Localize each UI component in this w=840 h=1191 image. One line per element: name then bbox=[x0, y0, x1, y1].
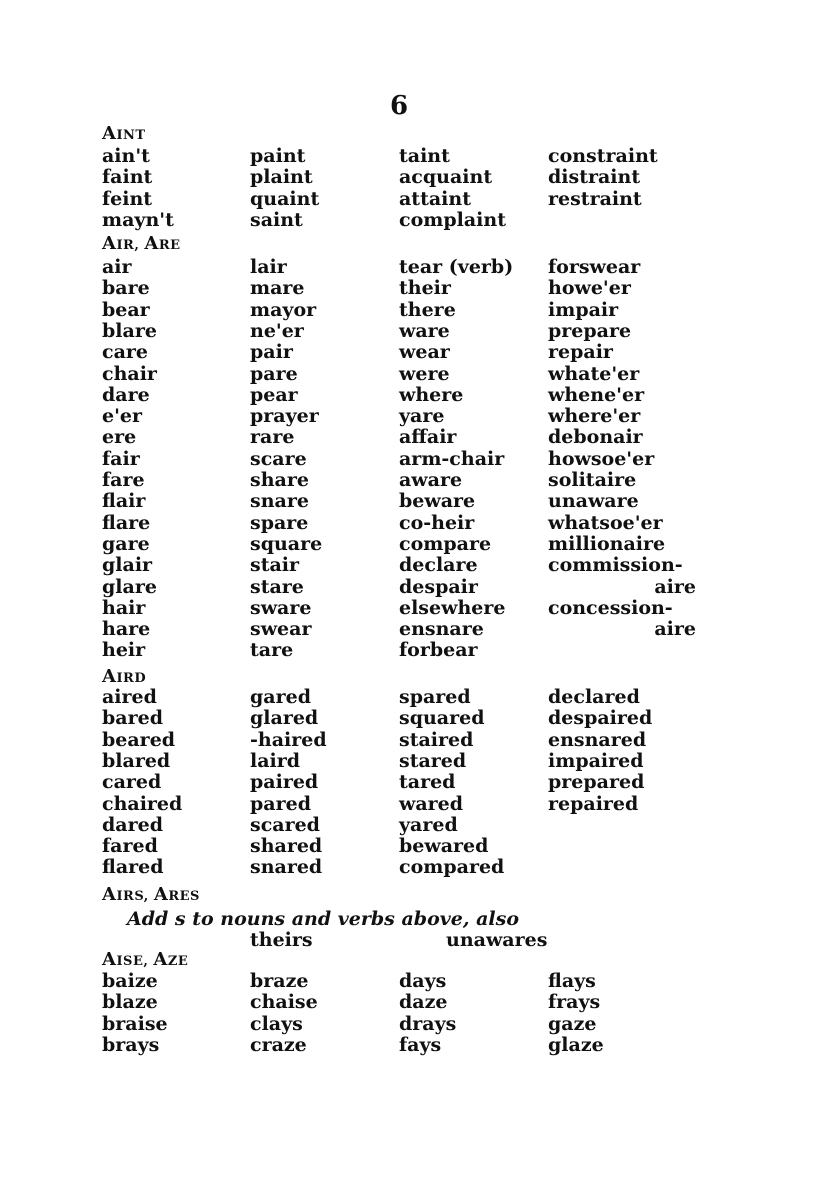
rhyme-word: braze bbox=[250, 970, 309, 992]
rhyme-word: tare bbox=[250, 639, 294, 662]
section-heading-aise-aze: AISE, AZE bbox=[102, 949, 189, 970]
word-row bbox=[0, 992, 840, 1013]
word-row bbox=[0, 146, 840, 167]
rhyme-word: forbear bbox=[399, 639, 478, 662]
rhyme-word: prayer bbox=[250, 405, 319, 428]
section-heading-aint: AINT bbox=[102, 123, 146, 144]
rhyme-word: wear bbox=[399, 341, 450, 364]
rhyme-word: square bbox=[250, 532, 323, 555]
rhyme-word: air bbox=[102, 256, 132, 278]
rhyme-word: flays bbox=[548, 970, 596, 992]
rhyme-word: yare bbox=[399, 405, 445, 428]
rhyme-word: forswear bbox=[548, 256, 641, 278]
rhyme-word: ne'er bbox=[250, 319, 304, 342]
rhyme-word: fared bbox=[102, 835, 158, 858]
rhyme-word: prepared bbox=[548, 771, 645, 794]
section-heading-aird: AIRD bbox=[102, 666, 147, 687]
word-row bbox=[0, 534, 840, 555]
rhyme-word: bewared bbox=[399, 835, 489, 858]
rhyme-word: impaired bbox=[548, 749, 644, 772]
rhyme-word: lair bbox=[250, 256, 287, 278]
word-row bbox=[0, 815, 840, 836]
word-row bbox=[0, 491, 840, 512]
rhyme-word: stair bbox=[250, 554, 300, 577]
rhyme-word: gaze bbox=[548, 1012, 597, 1035]
rhyme-word: squared bbox=[399, 707, 485, 730]
rhyme-word: gared bbox=[250, 686, 311, 708]
rhyme-word: staired bbox=[399, 728, 474, 751]
rhyme-word: bared bbox=[102, 707, 163, 730]
word-row bbox=[0, 427, 840, 448]
rhyme-word: debonair bbox=[548, 426, 643, 449]
rhyme-word: beware bbox=[399, 490, 476, 513]
rhyme-word: unaware bbox=[548, 490, 639, 513]
rhyme-word: there bbox=[399, 298, 456, 321]
section-heading-air-are: AIR, ARE bbox=[102, 233, 181, 254]
rhyme-word: share bbox=[250, 469, 309, 491]
word-row bbox=[0, 794, 840, 815]
page-number: 6 bbox=[390, 91, 409, 121]
rhyme-word: howsoe'er bbox=[548, 447, 655, 470]
rhyme-word: ensnared bbox=[548, 728, 647, 751]
rhyme-word: baize bbox=[102, 970, 158, 992]
section-heading-airs-ares: AIRS, ARES bbox=[102, 884, 200, 905]
section-note: Add s to nouns and verbs above, also bbox=[127, 908, 520, 930]
rhyme-word: mare bbox=[250, 277, 305, 300]
rhyme-word: whene'er bbox=[548, 383, 645, 406]
rhyme-word: scared bbox=[250, 813, 320, 836]
rhyme-word: distraint bbox=[548, 166, 641, 189]
word-row bbox=[0, 857, 840, 878]
rhyme-word: spared bbox=[399, 686, 471, 708]
word-row bbox=[0, 278, 840, 299]
rhyme-word: declared bbox=[548, 686, 640, 708]
word-continuation: aire bbox=[654, 618, 696, 641]
rhyme-word: hare bbox=[102, 618, 151, 641]
word-row bbox=[0, 640, 840, 661]
rhyme-word: were bbox=[399, 362, 450, 385]
rhyme-word: complaint bbox=[399, 208, 506, 231]
rhyme-word: compare bbox=[399, 532, 492, 555]
rhyme-word: concession- bbox=[548, 596, 673, 619]
word-row bbox=[0, 836, 840, 857]
word-row bbox=[0, 167, 840, 188]
rhyme-word: where'er bbox=[548, 405, 641, 428]
rhyme-word: bare bbox=[102, 277, 150, 300]
rhyme-word: tear (verb) bbox=[399, 256, 514, 278]
rhyme-word: snare bbox=[250, 490, 309, 513]
word-row bbox=[0, 189, 840, 210]
rhyme-word: shared bbox=[250, 835, 323, 858]
rhyme-word: flare bbox=[102, 511, 151, 534]
rhyme-word: chaise bbox=[250, 991, 318, 1014]
rhyme-word: mayn't bbox=[102, 208, 174, 231]
rhyme-word: repair bbox=[548, 341, 613, 364]
word-row bbox=[0, 470, 840, 491]
word-row bbox=[0, 342, 840, 363]
rhyme-word: affair bbox=[399, 426, 457, 449]
rhyme-word: drays bbox=[399, 1012, 457, 1035]
rhyme-word: pair bbox=[250, 341, 293, 364]
rhyme-word: ain't bbox=[102, 145, 150, 167]
rhyme-word: craze bbox=[250, 1033, 307, 1056]
rhyme-word: stare bbox=[250, 575, 304, 598]
rhyme-word: yared bbox=[399, 813, 458, 836]
extra-word: theirs bbox=[250, 929, 313, 951]
rhyme-word: bear bbox=[102, 298, 150, 321]
rhyme-word: where bbox=[399, 383, 464, 406]
word-row bbox=[0, 385, 840, 406]
word-row bbox=[0, 687, 840, 708]
rhyme-word: ware bbox=[399, 319, 450, 342]
word-row bbox=[0, 772, 840, 793]
rhyme-word: pare bbox=[250, 362, 298, 385]
rhyme-word: clays bbox=[250, 1012, 303, 1035]
rhyme-word: dared bbox=[102, 813, 163, 836]
rhyme-word: stared bbox=[399, 749, 467, 772]
rhyme-word: howe'er bbox=[548, 277, 631, 300]
rhyme-word: aware bbox=[399, 469, 463, 491]
word-row bbox=[0, 210, 840, 231]
word-row bbox=[0, 577, 840, 598]
word-continuation: aire bbox=[654, 575, 696, 598]
rhyme-word: millionaire bbox=[548, 532, 666, 555]
rhyme-word: cared bbox=[102, 771, 162, 794]
rhyme-word: restraint bbox=[548, 187, 642, 210]
rhyme-word: ere bbox=[102, 426, 137, 449]
rhyme-word: declare bbox=[399, 554, 478, 577]
rhyme-word: co-heir bbox=[399, 511, 475, 534]
word-row bbox=[0, 751, 840, 772]
rhyme-word: mayor bbox=[250, 298, 317, 321]
rhyme-word: glair bbox=[102, 554, 153, 577]
rhyme-word: paired bbox=[250, 771, 319, 794]
rhyme-word: braise bbox=[102, 1012, 168, 1035]
rhyme-word: laird bbox=[250, 749, 301, 772]
extra-word: unawares bbox=[446, 929, 548, 951]
rhyme-word: swear bbox=[250, 618, 312, 641]
rhyme-word: flared bbox=[102, 856, 164, 879]
word-row bbox=[0, 619, 840, 640]
rhyme-word: acquaint bbox=[399, 166, 493, 189]
rhyme-word: hair bbox=[102, 596, 146, 619]
rhyme-word: beared bbox=[102, 728, 176, 751]
word-row bbox=[0, 1014, 840, 1035]
rhyme-word: rare bbox=[250, 426, 295, 449]
rhyme-word: faint bbox=[102, 166, 153, 189]
rhyme-word: tared bbox=[399, 771, 456, 794]
word-row bbox=[0, 321, 840, 342]
rhyme-word: paint bbox=[250, 145, 306, 167]
rhyme-word: elsewhere bbox=[399, 596, 506, 619]
word-row bbox=[0, 598, 840, 619]
rhyme-word: constraint bbox=[548, 145, 658, 167]
rhyme-word: pared bbox=[250, 792, 311, 815]
rhyme-word: daze bbox=[399, 991, 448, 1014]
rhyme-word: frays bbox=[548, 991, 601, 1014]
rhyme-word: saint bbox=[250, 208, 303, 231]
rhyme-word: flair bbox=[102, 490, 146, 513]
rhyme-word: spare bbox=[250, 511, 309, 534]
word-row bbox=[0, 708, 840, 729]
word-row bbox=[0, 555, 840, 576]
word-row bbox=[0, 364, 840, 385]
rhyme-word: blaze bbox=[102, 991, 158, 1014]
rhyme-word: pear bbox=[250, 383, 298, 406]
rhyme-word: days bbox=[399, 970, 447, 992]
rhyme-word: impair bbox=[548, 298, 619, 321]
rhyme-word: dare bbox=[102, 383, 150, 406]
rhyme-word: compared bbox=[399, 856, 505, 879]
rhyme-word: snared bbox=[250, 856, 323, 879]
rhyme-word: glare bbox=[102, 575, 157, 598]
rhyme-word: glaze bbox=[548, 1033, 604, 1056]
rhyme-word: feint bbox=[102, 187, 153, 210]
rhyme-word: -haired bbox=[250, 728, 327, 751]
rhyme-word: prepare bbox=[548, 319, 632, 342]
rhyme-word: solitaire bbox=[548, 469, 637, 491]
rhyme-word: aired bbox=[102, 686, 157, 708]
rhyme-word: despaired bbox=[548, 707, 653, 730]
word-row bbox=[0, 971, 840, 992]
rhyme-word: brays bbox=[102, 1033, 160, 1056]
rhyme-word: blare bbox=[102, 319, 157, 342]
rhyme-word: whate'er bbox=[548, 362, 640, 385]
rhyme-word: attaint bbox=[399, 187, 471, 210]
rhyme-word: wared bbox=[399, 792, 464, 815]
word-row bbox=[0, 449, 840, 470]
rhyme-word: fair bbox=[102, 447, 140, 470]
rhyme-word: quaint bbox=[250, 187, 320, 210]
rhyme-word: despair bbox=[399, 575, 478, 598]
rhyme-word: heir bbox=[102, 639, 146, 662]
rhyme-word: whatsoe'er bbox=[548, 511, 663, 534]
rhyme-word: taint bbox=[399, 145, 450, 167]
word-row bbox=[0, 406, 840, 427]
rhyme-word: fare bbox=[102, 469, 145, 491]
rhyme-word: chair bbox=[102, 362, 157, 385]
rhyme-word: chaired bbox=[102, 792, 183, 815]
rhyme-word: ensnare bbox=[399, 618, 484, 641]
word-row bbox=[0, 513, 840, 534]
rhyme-word: plaint bbox=[250, 166, 313, 189]
rhyme-word: glared bbox=[250, 707, 319, 730]
rhyme-word: care bbox=[102, 341, 148, 364]
rhyme-word: repaired bbox=[548, 792, 639, 815]
rhyme-word: gare bbox=[102, 532, 150, 555]
rhyme-word: e'er bbox=[102, 405, 143, 428]
rhyme-word: sware bbox=[250, 596, 312, 619]
rhyme-word: their bbox=[399, 277, 451, 300]
word-row bbox=[0, 730, 840, 751]
word-row bbox=[0, 300, 840, 321]
rhyme-word: scare bbox=[250, 447, 307, 470]
word-row bbox=[0, 1035, 840, 1056]
rhyme-word: blared bbox=[102, 749, 171, 772]
rhyme-word: fays bbox=[399, 1033, 442, 1056]
rhyme-word: commission- bbox=[548, 554, 683, 577]
rhyme-word: arm-chair bbox=[399, 447, 505, 470]
word-row bbox=[0, 257, 840, 278]
